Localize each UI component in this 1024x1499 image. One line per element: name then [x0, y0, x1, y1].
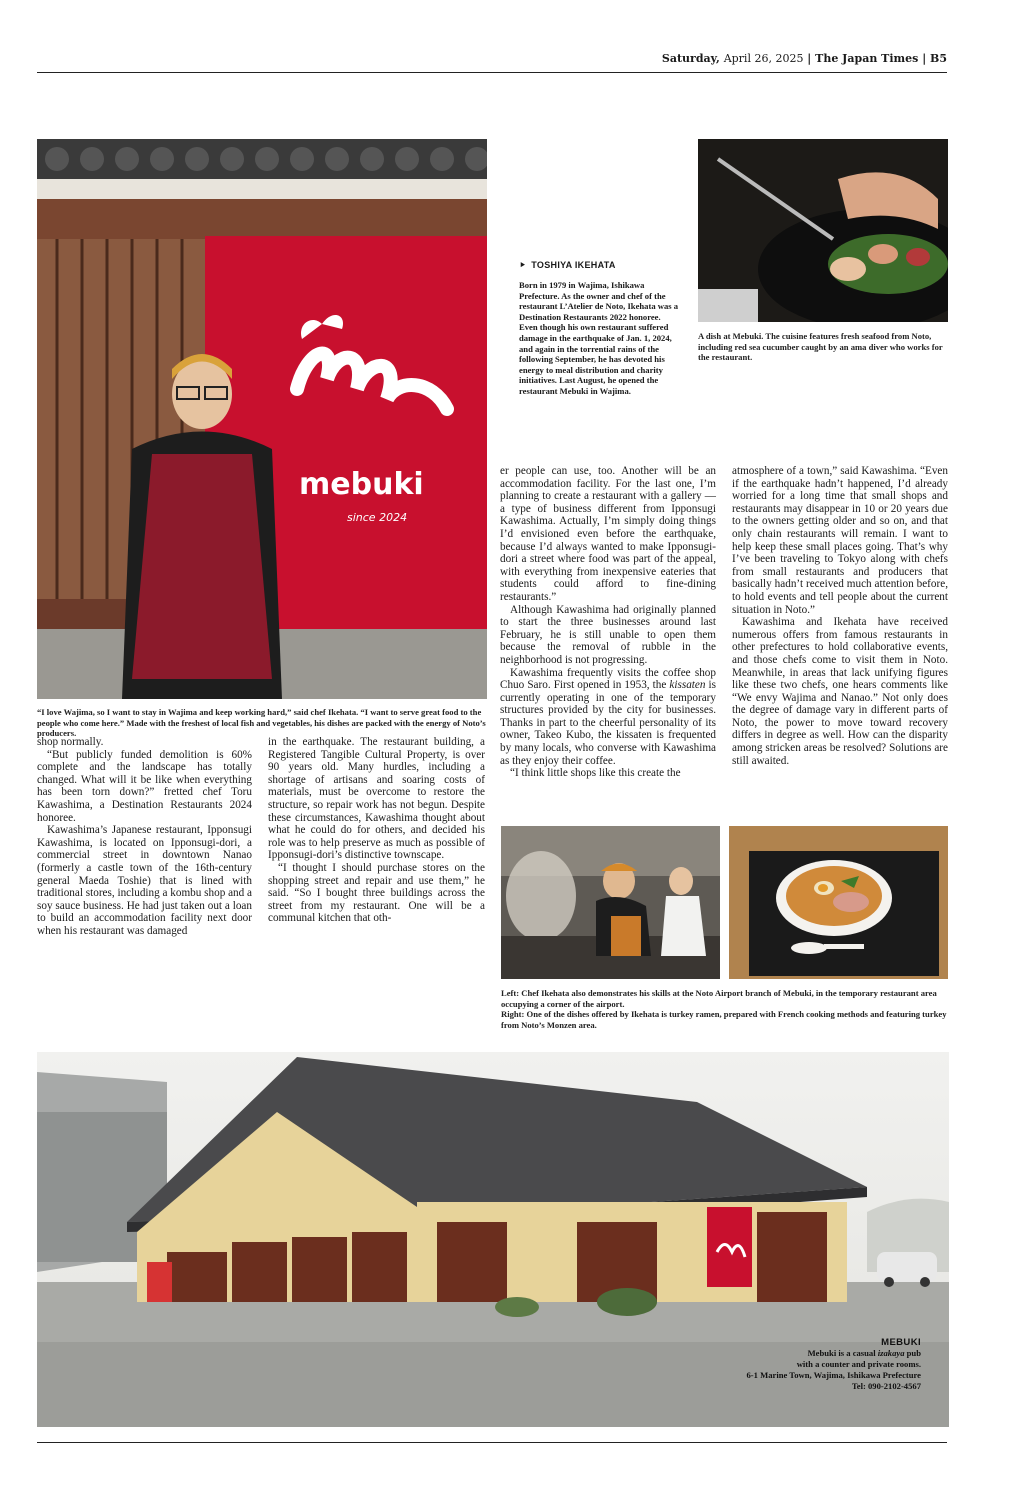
italic-term: kissaten — [669, 679, 706, 692]
paragraph: shop normally. — [37, 736, 104, 748]
masthead — [37, 52, 947, 72]
paragraph: in the earthquake. The restaurant building, a Registered Tangible Cultural Property, is over 90 years old. Many hurdles, including a shortage of artisans and soaring costs of materials, must be overcome to restore the structure, so repair work has not begun. Despite these circumstances, Kawashima thought about what he could do for others, and decided his role was to help preserve as much as possible of Ipponsugi-dori’s distinctive townscape. — [268, 736, 485, 862]
infobox-address: 6-1 Marine Town, Wajima, Ishikawa Prefecture — [746, 1370, 921, 1380]
sign-since-text: since 2024 — [347, 511, 408, 524]
article-column-4 — [732, 465, 948, 767]
building-photo — [37, 1052, 949, 1427]
article-column-3 — [500, 465, 716, 780]
masthead-page: B5 — [930, 52, 947, 65]
italic-term: izakaya — [877, 1348, 905, 1358]
infobox-phone: Tel: 090-2102-4567 — [851, 1381, 921, 1391]
article-column-2 — [268, 736, 485, 925]
bottom-rule — [37, 1442, 947, 1443]
bio-name-row — [519, 253, 679, 272]
infobox-title: MEBUKI — [881, 1337, 921, 1348]
paragraph: atmosphere of a town,” said Kawashima. “Even if the earthquake hadn’t happened, I’d already worried for a long time that small shops and restaurants may disappear in 10 or 20 years due to the owners getting older and so on, and that only chain restaurants will remain. I want to help keep these small places going. That’s why I’ve been traveling to Tokyo along with chefs from small restaurants and producers that basically hadn’t received much attention before, to hold events and tell people about the current situation in Noto.” — [732, 465, 948, 616]
text-run: Mebuki is a casual — [807, 1348, 876, 1358]
paragraph: “But publicly funded demolition is 60% complete and the landscape has totally changed. What will it be like when everything has been torn down?” fretted chef Toru Kawashima, a Destination Restaurants 2024 honoree. — [37, 748, 252, 824]
dish-photo — [698, 139, 948, 322]
caption-left: Left: Chef Ikehata also demonstrates his skills at the Noto Airport branch of Mebuki, in the temporary restaurant area occupying a corner of the airport. — [501, 988, 937, 1009]
chef-bio — [519, 253, 679, 397]
text-run: is currently operating in one of the temporary structures provided by the city for businesses. Thanks in part to the cheerful personality of its owner, Takeo Kubo, the kissaten is frequented by many locals, who converse with Kawashima as they enjoy their coffee. — [500, 679, 717, 767]
paragraph: Kawashima’s Japanese restaurant, Ipponsugi Kawashima, is located on Ipponsugi-dori, a commercial street in downtown Nanao (formerly a castle town of the 16th-century general Maeda Toshie) that is lined with traditional stores, including a kombu shop and a soy sauce business. He had just taken out a loan to build an accommodation facility next door when his restaurant was damaged — [37, 824, 253, 937]
bio-text: Born in 1979 in Wajima, Ishikawa Prefecture. As the owner and chef of the restaurant L’Atelier de Noto, Ikehata was a Destination Restaurants 2022 honoree. Even though his own restaurant suffered damage in the earthquake of Jan. 1, 2024, and again in the torrential rains of the following September, he has devoted his energy to meal distribution and charity initiatives. Last August, he opened the restaurant Mebuki in Wajima. — [519, 280, 679, 396]
paragraph: er people can use, too. Another will be an accommodation facility. For the last one, I’m planning to create a restaurant with a gallery — a type of business different from Ipponsugi Kawashima. Actually, I’m simply doing things I’d envisioned even before the earthquake, because I’d always wanted to make Ipponsugi-dori a street where food was part of the appeal, with everything from inexpensive eateries that students could afford to fine-dining restaurants.” — [500, 465, 716, 603]
masthead-separator: | — [807, 52, 812, 65]
paragraph: Although Kawashima had originally planned to start the three businesses around last February, he is still unable to open them because the removal of rubble in the neighborhood is not progressing. — [500, 603, 716, 666]
paragraph: Kawashima and Ikehata have received numerous offers from famous restaurants in other prefectures to hold collaborative events, and those chefs come to visit them in Noto. Meanwhile, in areas that lack unifying figures like these two chefs, one hears comments like “We envy Wajima and Nanao.” Not only does the degree of damage vary in different parts of Noto, the power to move toward recovery differs in degree as well. How can the disparity among stricken areas be resolved? Solutions are still awaited. — [732, 616, 948, 767]
kitchen-photo — [501, 826, 720, 979]
masthead-date: April 26, 2025 — [723, 52, 804, 65]
masthead-paper: The Japan Times — [815, 52, 919, 65]
dish-caption: A dish at Mebuki. The cuisine features fresh seafood from Noto, including red sea cucumber caught by an ama diver who works for the restaurant. — [698, 331, 943, 363]
pointer-icon: ⯈ — [519, 261, 527, 271]
sign-brand-text: mebuki — [299, 467, 424, 502]
mebuki-infobox — [661, 1337, 921, 1392]
top-rule — [37, 72, 947, 73]
kitchen-caption — [501, 988, 948, 1030]
caption-right: Right: One of the dishes offered by Ikehata is turkey ramen, prepared with French cooking methods and featuring turkey from Noto’s Monzen area. — [501, 1009, 947, 1030]
masthead-day: Saturday, — [661, 52, 720, 65]
paragraph: “I thought I should purchase stores on the shopping street and repair and use them,” he said. “So I bought three buildings across the street from my restaurant. One will be a communal kitchen that oth- — [268, 861, 485, 925]
text-run: pub — [906, 1348, 921, 1358]
paragraph — [500, 667, 716, 768]
text-run: Kawashima frequently visits the coffee shop Chuo Saro. First opened in 1953, the — [500, 666, 716, 692]
article-column-1 — [37, 736, 252, 938]
ramen-photo — [729, 826, 948, 979]
infobox-line-1 — [661, 1348, 921, 1359]
bio-name: TOSHIYA IKEHATA — [531, 260, 616, 270]
paragraph: “I think little shops like this create the — [510, 767, 681, 780]
infobox-line-2: with a counter and private rooms. — [796, 1359, 921, 1369]
masthead-separator: | — [922, 52, 927, 65]
portrait-photo — [37, 139, 487, 699]
portrait-caption: “I love Wajima, so I want to stay in Wajima and keep working hard,” said chef Ikehata. “I want to serve great food to the people who come here.” Made with the freshest of local fish and vegetables, his dishes are packed with the energy of Noto’s producers. — [37, 707, 486, 739]
